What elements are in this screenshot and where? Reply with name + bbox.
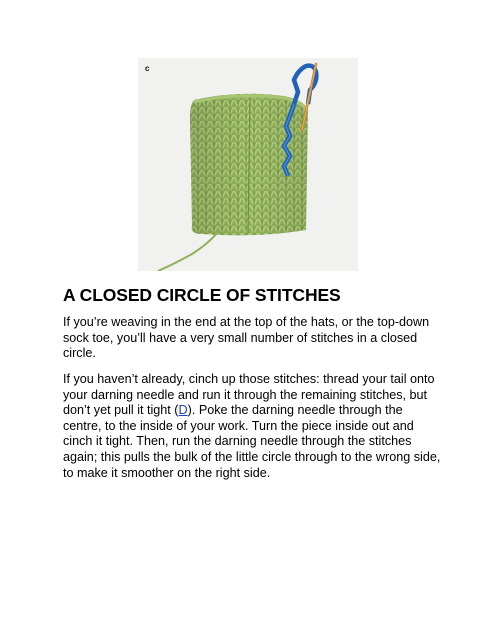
yarn-tail (158, 232, 218, 271)
section-heading: A CLOSED CIRCLE OF STITCHES (63, 285, 341, 305)
paragraph-intro: If you’re weaving in the end at the top of the hats, or the top-down sock toe, you’ll have a very small number of stitches in a closed circle. (63, 315, 430, 361)
figure-d-link[interactable]: D (178, 403, 188, 418)
knitted-swatch-illustration (138, 58, 358, 271)
knitting-photo (138, 58, 358, 271)
figure-label: c (145, 64, 150, 73)
paragraph-text-before-link: If you haven’t already, cinch up those stitches: thread your tail onto your darning needle and run it through the remaining stitches, but don’t yet pull it tight ( (63, 372, 435, 418)
paragraph-instructions (63, 372, 441, 481)
paragraph-text-after-link: ). Poke the darning needle through the centre, to the inside of your work. Turn the piece inside out and cinch it tight. Then, run the darning needle through the stitches again; this pulls the bulk of the little circle through to the wrong side, to make it smoother on the right side. (63, 403, 441, 480)
